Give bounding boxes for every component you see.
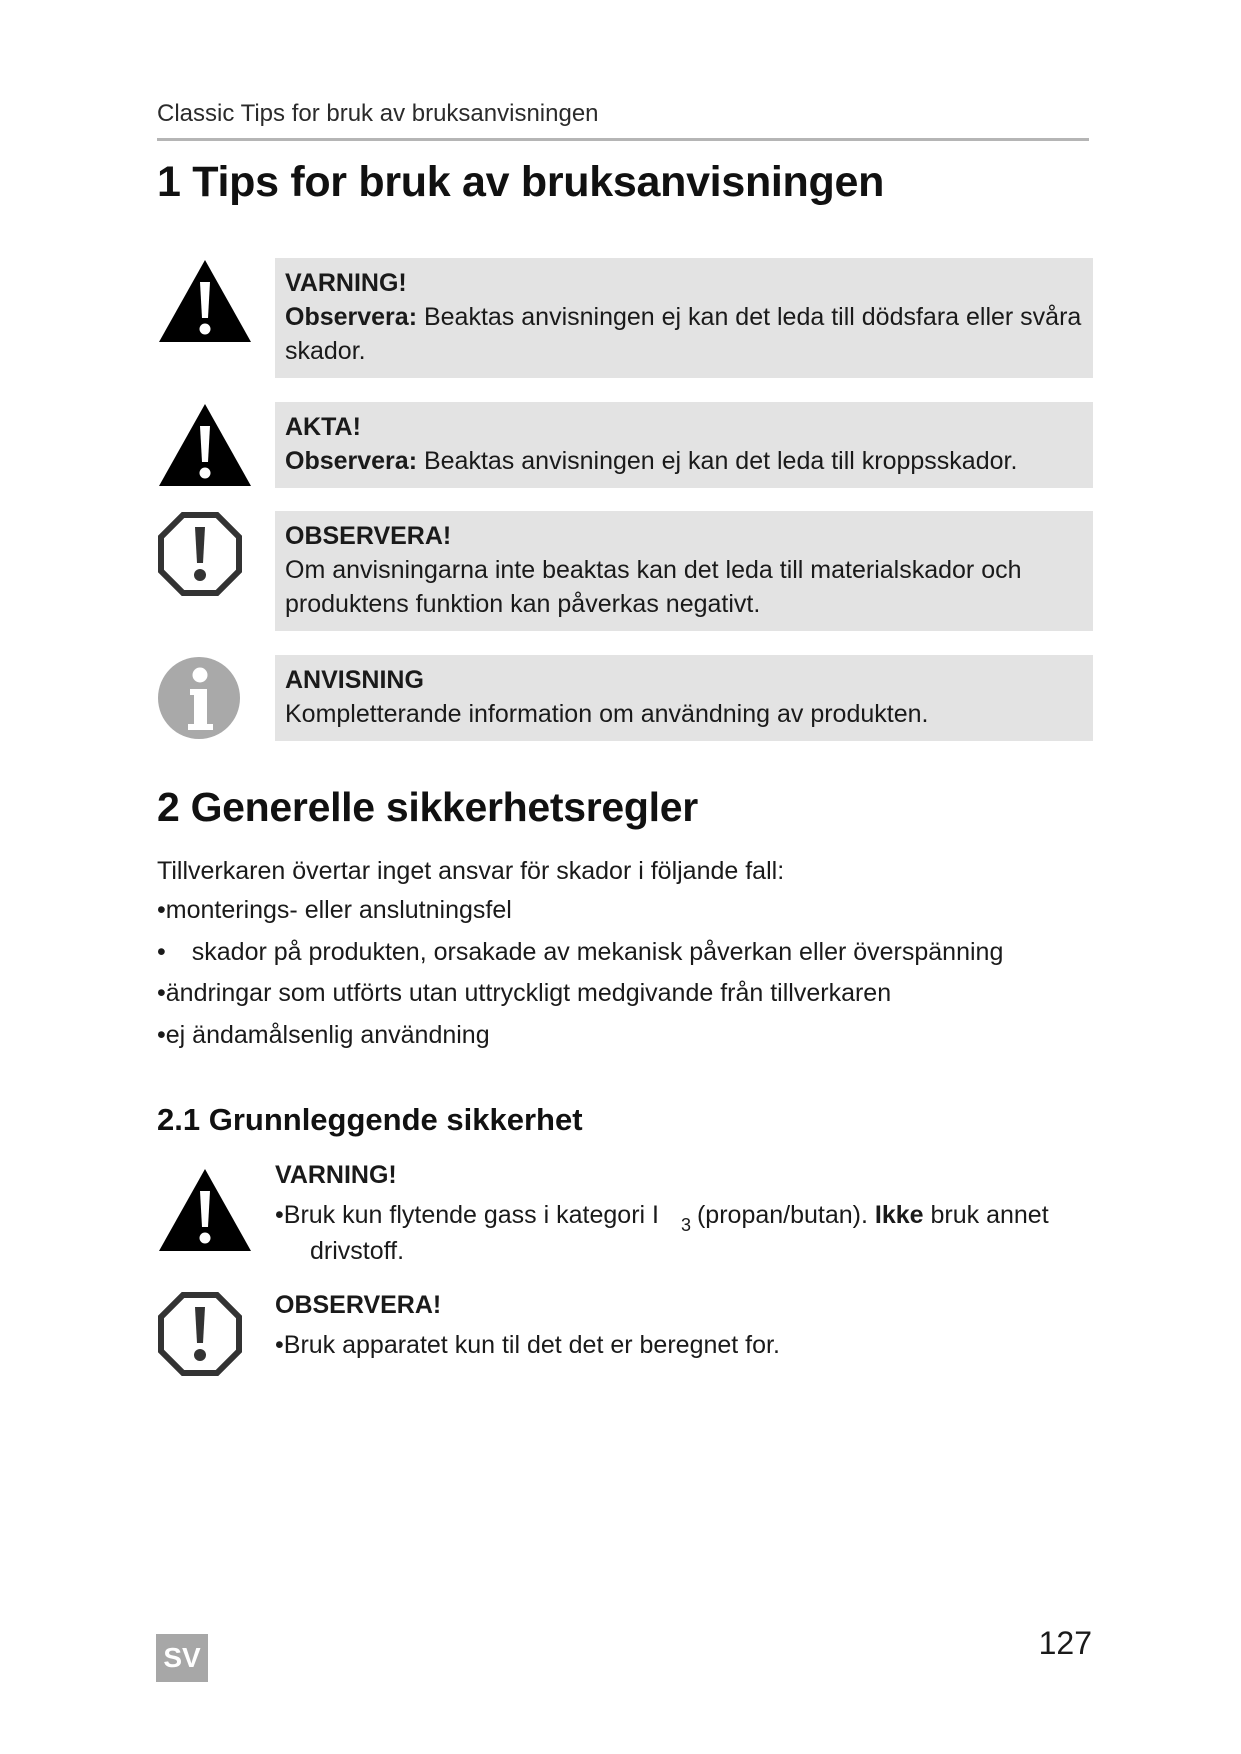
info-circle-icon [157,656,241,745]
warning-text-part: Bruk kun flytende gass i kategori I [283,1201,659,1229]
warning-text-part: bruk annet [930,1201,1049,1229]
section-1-heading: 1 Tips for bruk av bruksanvisningen [157,158,885,206]
warning-text-wrap: drivstoff. [310,1237,405,1265]
notice-text: Beaktas anvisningen ej kan det leda till kroppsskador. [417,447,1018,475]
caution-notice-box [275,402,1093,488]
warning-triangle-icon [157,1167,253,1258]
bullet-glyph: • [157,938,166,966]
notice-text-part: Bruk apparatet kun til det det er beregnet for. [283,1331,780,1359]
warning-title: VARNING! [275,1161,397,1189]
notice-box [275,511,1093,631]
section-2-intro: Tillverkaren övertar inget ansvar för skador i följande fall: [157,857,785,885]
gas-category-subscript: 3 [680,1215,691,1235]
notice-lead: Observera: [285,303,418,331]
info-notice-box [275,655,1093,741]
section-2-heading: 2 Generelle sikkerhetsregler [157,784,698,830]
list-item [157,938,1003,967]
bullet-glyph: • [275,1201,284,1229]
notice-octagon-icon [157,511,243,602]
bullet-glyph: • [275,1331,284,1359]
list-item-text: ej ändamålsenlig användning [165,1021,490,1049]
notice-text: Kompletterande information om användning av produkten. [285,700,929,728]
notice-title: OBSERVERA! [285,522,452,550]
list-item-text: monterings- eller anslutningsfel [165,896,512,924]
warning-text [275,1198,1095,1268]
bullet-glyph: • [157,1021,166,1049]
list-item [157,1021,490,1050]
header-divider [157,138,1089,141]
page-number: 127 [1038,1625,1092,1661]
notice-title: VARNING! [285,269,407,297]
warning-notice-box [275,258,1093,378]
warning-text-part: (propan/butan). [696,1201,868,1229]
bullet-glyph: • [157,896,166,924]
warning-triangle-icon [157,258,253,349]
notice-lead: Observera: [285,447,418,475]
notice-octagon-icon [157,1291,243,1382]
fuel-warning [275,1158,1095,1268]
warning-triangle-icon [157,402,253,493]
list-item-text: skador på produkten, orsakade av mekanisk påverkan eller överspänning [191,938,1004,966]
notice-text [275,1328,1095,1362]
list-item [157,979,891,1008]
section-2-1-heading: 2.1 Grunnleggende sikkerhet [157,1102,583,1137]
running-header: Classic Tips for bruk av bruksanvisningen [157,100,599,127]
warning-emphasis: Ikke [874,1201,924,1229]
bullet-glyph: • [157,979,166,1007]
notice-body [285,444,1083,478]
usage-notice [275,1288,1095,1362]
notice-text: Beaktas anvisningen ej kan det leda till dödsfara eller svåra skador. [285,303,1082,365]
notice-title: AKTA! [285,413,361,441]
notice-text: Om anvisningarna inte beaktas kan det leda till materialskador och produktens funktion kan påverkas negativt. [285,556,1022,618]
list-item [157,896,512,925]
notice-body [285,300,1083,368]
list-item-text: ändringar som utförts utan uttryckligt medgivande från tillverkaren [165,979,892,1007]
notice-title: OBSERVERA! [275,1291,442,1319]
language-tag: SV [156,1634,208,1682]
notice-title: ANVISNING [285,666,424,694]
